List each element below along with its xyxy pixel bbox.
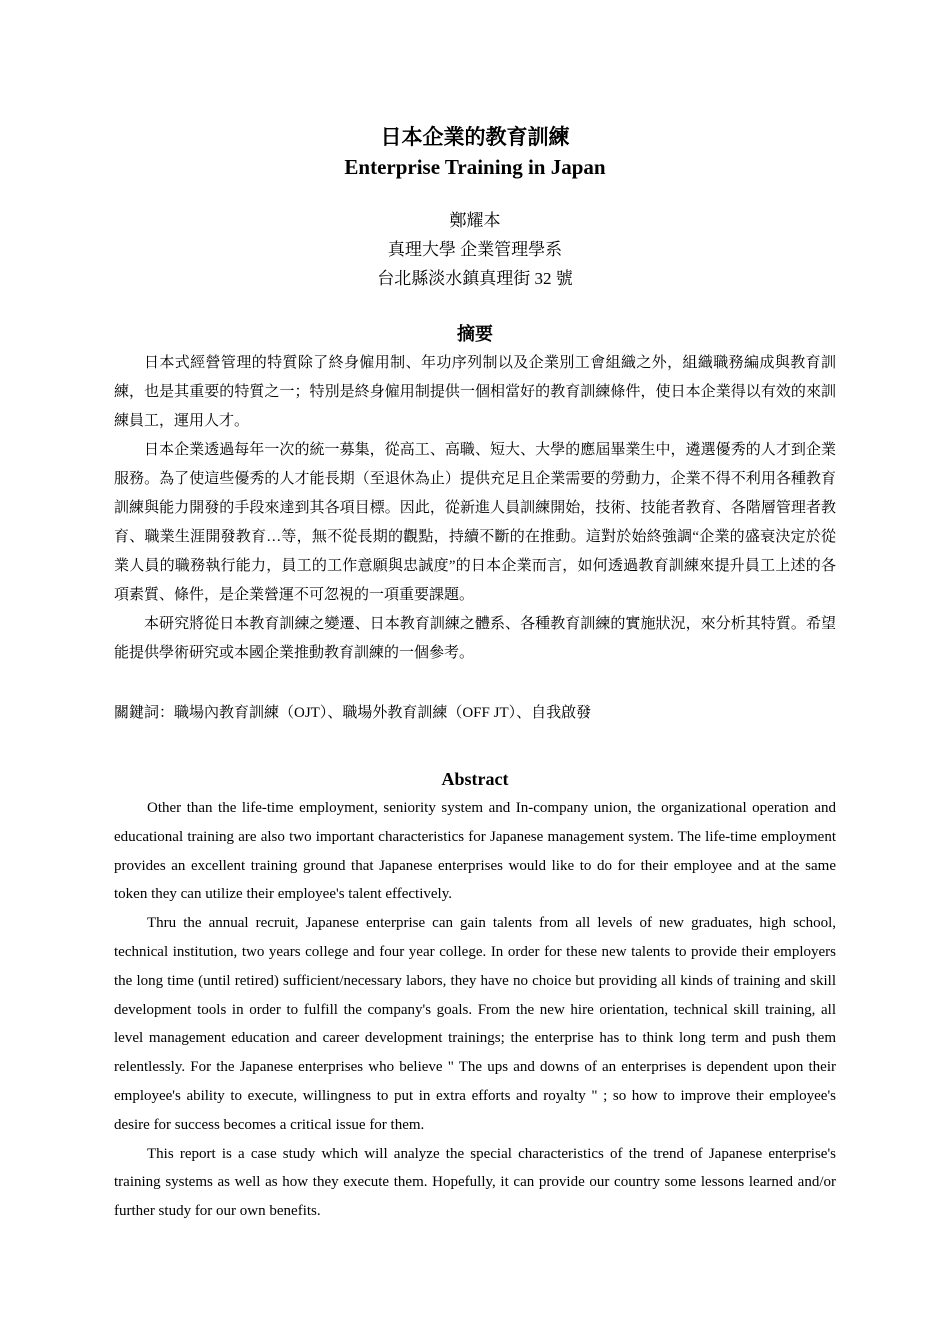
abstract-zh-body bbox=[114, 349, 836, 668]
abstract-zh-paragraph: 本研究將從日本教育訓練之變遷、日本教育訓練之體系、各種教育訓練的實施狀況，來分析其特質。希望能提供學術研究或本國企業推動教育訓練的一個參考。 bbox=[114, 616, 836, 661]
keywords: 關鍵詞：職場內教育訓練（OJT）、職場外教育訓練（OFF JT）、自我啟發 bbox=[114, 705, 592, 721]
abstract-en-paragraph: Thru the annual recruit, Japanese enterprise can gain talents from all levels of new graduates, high school, technical institution, two years college and four year college. In order for these new talents to provide their employers the long time (until retired) sufficient/necessary labors, they have no choice but providing all kinds of training and skill development tools in order to fulfill the company's goals. From the new hire orientation, technical skill training, all level management education and career development trainings; the enterprise has to think long term and push them relentlessly. For the Japanese enterprises who believe " The ups and downs of an enterprises is dependent upon their employee's ability to execute, willingness to put in extra efforts and royalty " ; so how to improve their employee's desire for success becomes a critical issue for them. bbox=[114, 915, 836, 1133]
abstract-en-body bbox=[114, 794, 836, 1226]
author-affiliation: 真理大學 企業管理學系 bbox=[387, 240, 563, 259]
title-chinese: 日本企業的教育訓練 bbox=[380, 125, 570, 149]
abstract-en-paragraph: This report is a case study which will analyze the special characteristics of the trend of Japanese enterprise's training systems as well as how they execute them. Hopefully, it can provide our country some lessons learned and/or further study for our own benefits. bbox=[114, 1145, 836, 1220]
author-name: 鄭耀本 bbox=[449, 211, 501, 230]
abstract-en-heading: Abstract bbox=[441, 769, 509, 789]
abstract-en-paragraph: Other than the life-time employment, seniority system and In-company union, the organizational operation and educational training are also two important characteristics for Japanese management system. The life-time employment provides an excellent training ground that Japanese enterprises would like to do for their employee and at the same token they can utilize their employee's talent effectively. bbox=[114, 800, 836, 903]
paper-page bbox=[114, 122, 836, 1226]
author-block bbox=[114, 206, 836, 293]
title-english: Enterprise Training in Japan bbox=[344, 155, 606, 179]
abstract-zh-paragraph: 日本企業透過每年一次的統一募集，從高工、高職、短大、大學的應屆畢業生中，遴選優秀的人才到企業服務。為了使這些優秀的人才能長期（至退休為止）提供充足且企業需要的勞動力，企業不得不利用各種教育訓練與能力開發的手段來達到其各項目標。因此，從新進人員訓練開始，技術、技能者教育、各階層管理者教育、職業生涯開發教育…等，無不從長期的觀點，持續不斷的在推動。這對於始終強調“企業的盛衰決定於從業人員的職務執行能力，員工的工作意願與忠誠度”的日本企業而言，如何透過教育訓練來提升員工上述的各項素質、條件，是企業營運不可忽視的一項重要課題。 bbox=[114, 442, 836, 603]
title-block bbox=[114, 122, 836, 182]
abstract-zh-heading: 摘要 bbox=[457, 324, 493, 344]
abstract-zh-paragraph: 日本式經營管理的特質除了終身僱用制、年功序列制以及企業別工會組織之外，組織職務編成與教育訓練，也是其重要的特質之一；特別是終身僱用制提供一個相當好的教育訓練條件，使日本企業得以有效的來訓練員工，運用人才。 bbox=[114, 355, 836, 429]
author-address: 台北縣淡水鎮真理街 32 號 bbox=[377, 269, 573, 288]
